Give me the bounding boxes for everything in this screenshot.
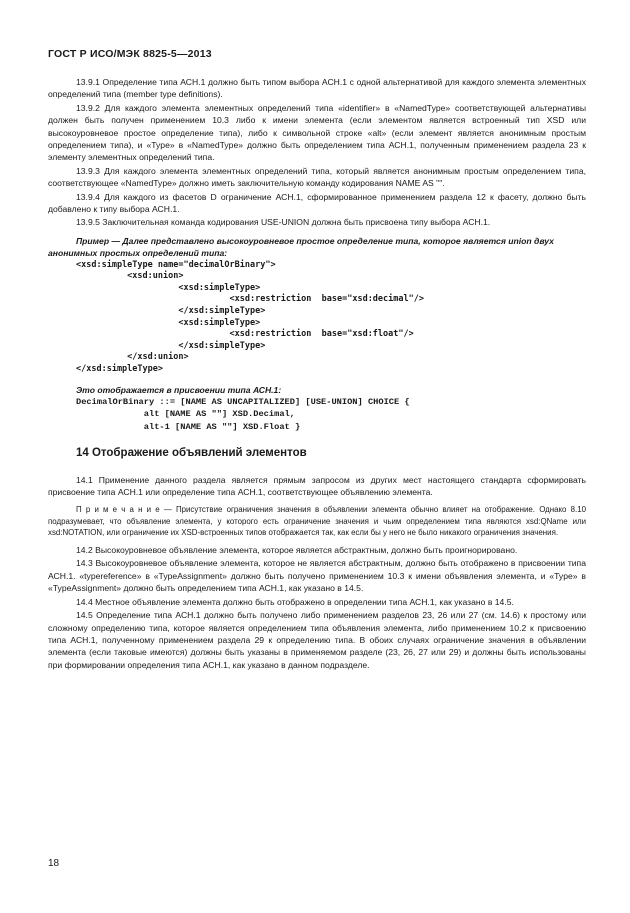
xml-example-block — [48, 260, 586, 376]
xml-line: </xsd:simpleType> — [76, 364, 163, 375]
asn-line: alt [NAME AS ""] XSD.Decimal, — [76, 409, 295, 420]
xml-line: <xsd:simpleType> — [76, 282, 261, 293]
xml-line: <xsd:restriction base="xsd:float"/> — [76, 329, 414, 340]
xml-line: <xsd:union> — [76, 271, 184, 282]
asn-line: alt-1 [NAME AS ""] XSD.Float } — [76, 421, 301, 432]
document-header: ГОСТ Р ИСО/МЭК 8825-5—2013 — [48, 48, 212, 60]
paragraph-14-4: 14.4 Местное объявление элемента должно быть отображено в определении типа АСН.1, как указано в 14.5. — [76, 596, 514, 607]
section-heading: 14 Отображение объявлений элементов — [76, 447, 307, 460]
paragraph-13-9-1: 13.9.1 Определение типа АСН.1 должно быть типом выбора АСН.1 с одной альтернативой для каждого элемента элементных определений типа (member type definitions). — [48, 77, 586, 100]
xml-line: </xsd:simpleType> — [76, 306, 266, 317]
xml-line: <xsd:simpleType> — [76, 317, 261, 328]
maps-to-caption: Это отображается в присвоении типа АСН.1: — [76, 384, 282, 395]
paragraph-14-3: 14.3 Высокоуровневое объявление элемента, которое не является абстрактным, должно быть отображено в присвоении типа АСН.1. «typereference» в «TypeAssignment» должно быть получено применением 10.3 к имени объявления элемента, и «Type» в «TypeAssignment» должно быть определением типа АСН.1, как указано в 14.5. — [48, 558, 586, 594]
paragraph-14-2: 14.2 Высокоуровневое объявление элемента, которое является абстрактным, должно быть проигнорировано. — [76, 545, 518, 556]
xml-line: </xsd:union> — [76, 352, 189, 363]
xml-line: <xsd:simpleType name="decimalOrBinary"> — [76, 259, 276, 270]
paragraph-14-1: 14.1 Применение данного раздела является прямым запросом из других мест настоящего стандарта сформировать присвоение типа АСН.1 или определение типа АСН.1, соответствующее объявлению элемента. — [48, 474, 586, 498]
xml-line: <xsd:restriction base="xsd:decimal"/> — [76, 294, 424, 305]
document-body — [48, 76, 586, 672]
paragraph-13-9-2: 13.9.2 Для каждого элемента элементных определений типа «identifier» в «NamedType» соответствующей альтернативы должен быть получен применением 10.3 либо к имени элемента (если элементом является встроенный тип XSD или высокоуровневое простое определение типа), либо к символьной строке «alt» (если элемент является анонимным простым определением типа), и «Type» в «NamedType» должно быть определением типа АСН.1, полученным применением раздела 23 к элементу элементных определений типа. — [48, 102, 586, 163]
example-intro: Пример — Далее представлено высокоуровневое простое определение типа, которое является union двух анонимных простых определений типа: — [48, 235, 554, 259]
paragraph-13-9-5: 13.9.5 Заключительная команда кодирования USE-UNION должна быть присвоена типу выбора АСН.1. — [76, 217, 491, 228]
xml-line: </xsd:simpleType> — [76, 340, 266, 351]
paragraph-13-9-3: 13.9.3 Для каждого элемента элементных определений типа, который является анонимным простым определением типа, соответствующее «NamedType» должно иметь заключительную команду кодирования NAME AS "". — [48, 165, 586, 189]
asn-line: DecimalOrBinary ::= [NAME AS UNCAPITALIZED] [USE-UNION] CHOICE { — [76, 397, 410, 408]
note-paragraph: П р и м е ч а н и е — Присутствие ограничения значения в объявлении элемента обычно влияет на отображение. Однако 8.10 подразумевает, что объявление элемента, у которого есть ограничение значения и чьим определением типа являются xsd:QName или xsd:NOTATION, или ограничение их XSD-встроенных типов отображается так, как если бы у него не было никакого ограничения значения. — [48, 505, 586, 537]
paragraph-13-9-4: 13.9.4 Для каждого из фасетов D ограничение АСН.1, сформированное применением раздела 12 к фасету, должно быть добавлено к типу выбора АСН.1. — [48, 191, 586, 215]
asn-example-block — [48, 396, 586, 433]
paragraph-14-5: 14.5 Определение типа АСН.1 должно быть получено либо применением разделов 23, 26 или 27 (см. 14.6) к простому или сложному определению типа, которое является определением типа объявления элемента, либо применением 10.2 к присвоению типа АСН.1, полученному применением раздела 29 к определению типа. В обоих случаях ограничение значения в объявлении элемента (если таковые имеются) должны быть указаны в применяемом разделе (23, 26, 27 или 29) и должны быть использованы при формировании определения типа АСН.1, как указано в данном подразделе. — [48, 610, 586, 670]
page-number: 18 — [48, 858, 60, 869]
